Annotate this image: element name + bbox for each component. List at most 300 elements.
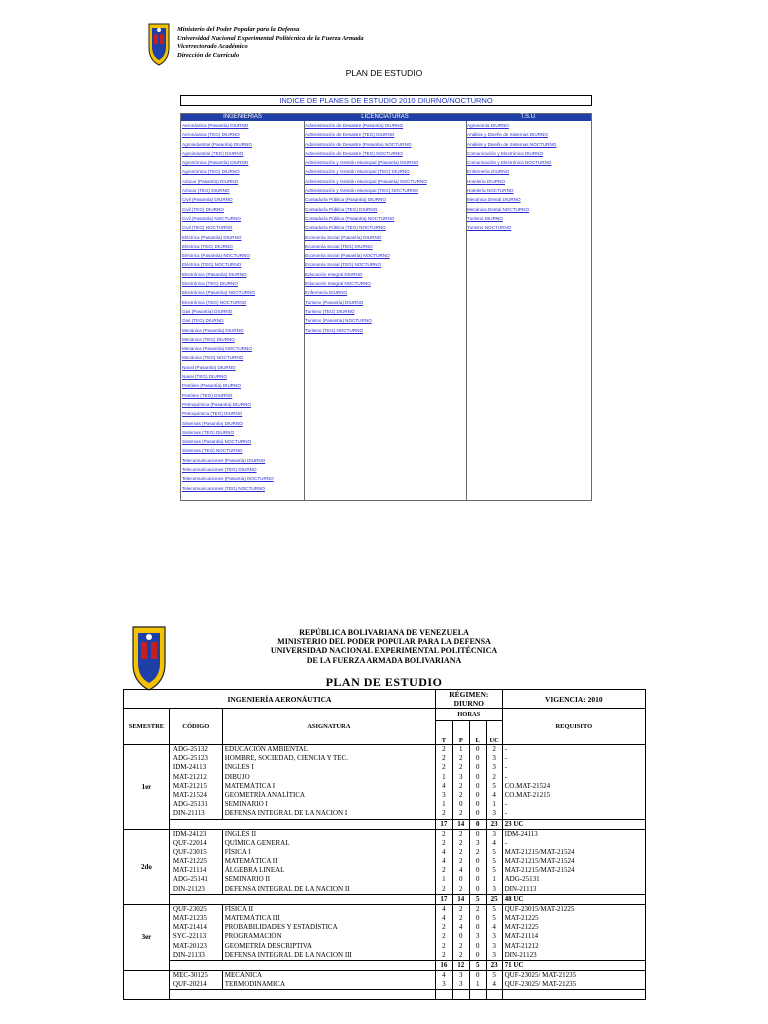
ingenierias-header: INGENIERIAS bbox=[181, 114, 304, 121]
plan-link[interactable]: Petroquímica (Pasantía) DIURNO bbox=[182, 401, 251, 407]
plan-link[interactable]: Mecánica (Pasantía) DIURNO bbox=[182, 327, 244, 333]
uc-cell: 3 bbox=[492, 829, 496, 838]
plan-link-row bbox=[181, 316, 304, 325]
p-cell: 2 bbox=[459, 763, 463, 772]
plan-link[interactable]: Economía Social (TEG) DIURNO bbox=[305, 243, 373, 249]
t-cell: 4 bbox=[442, 914, 446, 922]
uc-cell: 5 bbox=[492, 904, 496, 913]
plan-link-row bbox=[181, 130, 304, 139]
uc-cell: 4 bbox=[492, 838, 496, 847]
semestre-header: SEMESTRE bbox=[124, 709, 170, 745]
t-cell: 1 bbox=[442, 772, 446, 781]
t-cell: 4 bbox=[442, 857, 446, 866]
uc-cell: 3 bbox=[492, 809, 496, 818]
plan-link[interactable]: Administración de Desastre (Pasantía) DIURNO bbox=[305, 123, 404, 128]
plan-link[interactable]: Sistemas (TEG) NOCTURNO bbox=[182, 448, 243, 454]
plan-link-row bbox=[181, 307, 304, 316]
total-uc: 25 bbox=[486, 894, 502, 904]
total-l: 0 bbox=[469, 819, 486, 829]
plan-link[interactable]: Gas (TEG) DIURNO bbox=[182, 318, 224, 324]
tsu-header: T.S.U. bbox=[466, 114, 591, 121]
plan-link[interactable]: Mecánica (TEG) NOCTURNO bbox=[182, 355, 244, 361]
codigo-header: CÓDIGO bbox=[169, 709, 222, 745]
plan-link[interactable]: Telecomunicaciones (TEG) DIURNO bbox=[182, 466, 257, 472]
plan-link-row bbox=[304, 177, 466, 186]
plan-link-row bbox=[181, 353, 304, 362]
plan-link-row bbox=[304, 167, 466, 176]
plan-link-row bbox=[181, 326, 304, 335]
p-cell: 3 bbox=[459, 772, 463, 781]
plan-link[interactable]: Administración de Desastre (TEG) DIURNO bbox=[305, 132, 395, 138]
plan-link[interactable]: Administración y Gestión Municipal (Pasantía) NOCTURNO bbox=[305, 178, 427, 184]
subject-cell: GEOMETRÍA ANALÍTICA bbox=[224, 790, 306, 799]
subject-cell-list bbox=[222, 829, 435, 894]
uc-cell: 3 bbox=[492, 941, 496, 950]
plan-link[interactable]: Análisis y Diseño de Sistemas NOCTURNO bbox=[467, 141, 557, 147]
requirement-cell: DIN-21113 bbox=[504, 884, 537, 893]
university-crest-logo bbox=[146, 22, 172, 66]
l-cell-list bbox=[469, 970, 486, 989]
plan-link[interactable]: Mecánica Dental DIURNO bbox=[467, 197, 521, 203]
p-cell-list bbox=[452, 904, 469, 960]
plan-link-row bbox=[181, 121, 304, 130]
l-cell: 0 bbox=[475, 763, 480, 772]
horas-header: HORAS bbox=[435, 709, 502, 721]
plan-link[interactable]: Contaduría Pública (TEG) NOCTURNO bbox=[305, 225, 386, 231]
plan-link-row bbox=[466, 158, 591, 167]
requirement-cell-list bbox=[502, 745, 645, 820]
t-cell-list bbox=[435, 829, 452, 894]
plan-link-row bbox=[304, 186, 466, 195]
t-cell: 2 bbox=[442, 829, 446, 838]
plan-link[interactable]: Sistemas (TEG) DIURNO bbox=[182, 429, 235, 435]
plan-link[interactable]: Administración de Desastre (Pasantía) NOCTURNO bbox=[305, 141, 412, 147]
requirement-cell: - bbox=[504, 772, 507, 781]
requirement-cell: QUF-23025/ MAT-21235 bbox=[504, 980, 577, 989]
semester-block bbox=[124, 745, 646, 820]
subject-cell: EDUCACIÓN AMBIENTAL bbox=[224, 745, 308, 753]
plan-link[interactable]: Enfermería DIURNO bbox=[467, 169, 510, 175]
plan-link-row bbox=[304, 307, 466, 316]
semester-name bbox=[124, 970, 170, 999]
plan-link-row bbox=[181, 214, 304, 223]
plan-link[interactable]: Análisis y Diseño de Sistemas DIURNO bbox=[467, 132, 548, 138]
tsu-column bbox=[466, 114, 591, 500]
subject-cell: DIBUJO bbox=[224, 772, 250, 781]
p-cell: 2 bbox=[459, 829, 463, 838]
total-uc: 23 bbox=[486, 960, 502, 970]
plan-link-row bbox=[181, 298, 304, 307]
plan-link-row bbox=[181, 251, 304, 260]
plan-link[interactable]: Telecomunicaciones (TEG) NOCTURNO bbox=[182, 485, 265, 491]
code-cell: MAT-21414 bbox=[172, 923, 207, 932]
republic-header-text bbox=[0, 628, 768, 665]
t-cell: 2 bbox=[442, 884, 446, 893]
p-cell: 2 bbox=[459, 914, 463, 922]
header-line: REPÚBLICA BOLIVARIANA DE VENEZUELA bbox=[299, 628, 469, 637]
plan-link[interactable]: Enfermería DIURNO bbox=[305, 290, 348, 296]
total-t: 17 bbox=[435, 819, 452, 829]
plan-link-row bbox=[181, 186, 304, 195]
l-cell: 0 bbox=[475, 829, 480, 838]
l-cell: 0 bbox=[475, 941, 480, 950]
vigencia-label: VIGENCIA: 2010 bbox=[502, 690, 645, 709]
code-cell: DIN-21113 bbox=[172, 809, 205, 818]
plan-link[interactable]: Electrónica (TEG) NOCTURNO bbox=[182, 299, 247, 305]
total-l: 5 bbox=[469, 894, 486, 904]
l-cell: 0 bbox=[475, 800, 480, 809]
l-cell: 0 bbox=[475, 914, 480, 922]
plan-link-row bbox=[466, 177, 591, 186]
plan-link[interactable]: Mecánica (TEG) DIURNO bbox=[182, 336, 235, 342]
total-p: 14 bbox=[452, 894, 469, 904]
plan-link-row bbox=[466, 167, 591, 176]
t-cell: 3 bbox=[442, 790, 446, 799]
total-l: 5 bbox=[469, 960, 486, 970]
p-cell: 2 bbox=[459, 884, 463, 893]
code-cell: IDM-24113 bbox=[172, 763, 207, 772]
subject-cell-list bbox=[222, 970, 435, 989]
plan-link-row bbox=[181, 456, 304, 465]
asignatura-header: ASIGNATURA bbox=[222, 709, 435, 745]
plan-link-row bbox=[466, 223, 591, 232]
plan-link[interactable]: Gas (Pasantía) DIURNO bbox=[182, 308, 233, 314]
l-cell: 3 bbox=[475, 838, 480, 847]
header-line: Dirección de Currículo bbox=[177, 51, 240, 59]
plan-link[interactable]: Contaduría Pública (Pasantía) NOCTURNO bbox=[305, 215, 395, 221]
subject-cell: PROBABILIDADES Y ESTADÍSTICA bbox=[224, 923, 338, 932]
code-cell: MAT-21114 bbox=[172, 866, 207, 875]
plan-link[interactable]: Turismo (TEG) NOCTURNO bbox=[305, 327, 364, 333]
plan-link[interactable]: Economía Social (TEG) NOCTURNO bbox=[305, 262, 382, 268]
header-line: Vicerrectorado Académico bbox=[177, 43, 248, 51]
code-cell: MEC-30125 bbox=[172, 970, 208, 979]
requirement-cell: MAT-21114 bbox=[504, 932, 539, 941]
p-cell: 2 bbox=[459, 941, 463, 950]
ministry-header-text bbox=[177, 26, 364, 60]
uc-cell: 2 bbox=[492, 745, 496, 753]
t-cell: 4 bbox=[442, 847, 446, 856]
total-t: 17 bbox=[435, 894, 452, 904]
total-spacer bbox=[169, 894, 435, 904]
requirement-cell: CO.MAT-21524 bbox=[504, 781, 551, 790]
uc-cell: 4 bbox=[492, 790, 496, 799]
plan-link[interactable]: Aeronáutica (Pasantía) DIURNO bbox=[182, 123, 249, 128]
subject-cell: PROGRAMACIÓN bbox=[224, 932, 282, 941]
plan-link[interactable]: Telecomunicaciones (Pasantía) NOCTURNO bbox=[182, 476, 274, 482]
plan-link[interactable]: Administración y Gestión Municipal (TEG) NOCTURNO bbox=[305, 188, 419, 194]
plan-link[interactable]: Agroindustrial (Pasantía) DIURNO bbox=[182, 141, 252, 147]
plan-link[interactable]: Civil (TEG) DIURNO bbox=[182, 206, 224, 212]
plan-link[interactable]: Economía Social (Pasantía) NOCTURNO bbox=[305, 253, 390, 259]
code-cell: ADG-25131 bbox=[172, 800, 208, 809]
p-cell: 2 bbox=[459, 857, 463, 866]
plan-link[interactable]: Comunicación y Electrónica DIURNO bbox=[467, 150, 544, 156]
requirement-cell: MAT-21225 bbox=[504, 914, 539, 922]
plan-link[interactable]: Eléctrica (TEG) NOCTURNO bbox=[182, 262, 242, 268]
code-cell: ADG-25141 bbox=[172, 875, 208, 884]
semester-block bbox=[124, 904, 646, 960]
semester-name: 2do bbox=[124, 829, 170, 904]
code-cell: SYC-22113 bbox=[172, 932, 207, 941]
p-cell: 2 bbox=[459, 754, 463, 763]
plan-link-row bbox=[304, 223, 466, 232]
plan-link-row bbox=[304, 316, 466, 325]
plan-link-row bbox=[304, 121, 466, 130]
requirement-cell: IDM-24113 bbox=[504, 829, 538, 838]
t-cell: 4 bbox=[442, 781, 446, 790]
code-cell: ADG-25123 bbox=[172, 754, 208, 763]
plan-link-row bbox=[181, 363, 304, 372]
p-header: P bbox=[452, 721, 469, 745]
subject-cell-list bbox=[222, 745, 435, 820]
plan-link-row bbox=[304, 233, 466, 242]
t-cell-list bbox=[435, 970, 452, 989]
uc-cell: 3 bbox=[492, 950, 496, 959]
t-header: T bbox=[435, 721, 452, 745]
plan-link[interactable]: Administración y Gestión Municipal (Pasantía) DIURNO bbox=[305, 160, 419, 166]
plan-link[interactable]: Electrónica (Pasantía) DIURNO bbox=[182, 271, 247, 277]
l-cell: 2 bbox=[475, 847, 480, 856]
p-cell: 0 bbox=[459, 800, 463, 809]
requirement-cell: - bbox=[504, 754, 507, 763]
licenciaturas-header: LICENCIATURAS bbox=[304, 114, 466, 121]
requirement-cell: MAT-21215/MAT-21524 bbox=[504, 857, 575, 866]
career-name: INGENIERÍA AERONÁUTICA bbox=[124, 690, 436, 709]
plan-link-row bbox=[181, 381, 304, 390]
plan-link-row bbox=[181, 270, 304, 279]
t-cell-list bbox=[435, 904, 452, 960]
plan-link-row bbox=[466, 130, 591, 139]
total-spacer bbox=[169, 819, 435, 829]
plan-link-row bbox=[304, 242, 466, 251]
l-cell: 0 bbox=[475, 884, 480, 893]
header-line: Ministerio del Poder Popular para la Defensa bbox=[177, 26, 300, 33]
p-cell-list bbox=[452, 829, 469, 894]
plan-link[interactable]: Turismo DIURNO bbox=[467, 215, 503, 221]
l-cell: 0 bbox=[475, 790, 480, 799]
plan-link-row bbox=[304, 205, 466, 214]
plan-link[interactable]: Educación Integral DIURNO bbox=[305, 271, 363, 277]
uc-cell: 5 bbox=[492, 857, 496, 866]
plan-link[interactable]: Comunicación y Electrónica NOCTURNO bbox=[467, 160, 552, 166]
plan-link-row bbox=[181, 344, 304, 353]
plan-link[interactable]: Civil (TEG) NOCTURNO bbox=[182, 225, 233, 231]
plan-link-row bbox=[181, 409, 304, 418]
plan-link[interactable]: Economía Social (Pasantía) DIURNO bbox=[305, 234, 382, 240]
requirement-cell-list bbox=[502, 904, 645, 960]
plan-link[interactable]: Sistemas (Pasantía) DIURNO bbox=[182, 420, 243, 426]
plan-link[interactable]: Petroquímica (TEG) DIURNO bbox=[182, 411, 243, 417]
uc-cell-list bbox=[486, 904, 502, 960]
p-cell: 0 bbox=[459, 932, 463, 941]
plan-link-row bbox=[181, 223, 304, 232]
l-header: L bbox=[469, 721, 486, 745]
total-accumulated-uc: 48 UC bbox=[502, 894, 645, 904]
plan-link[interactable]: Civil (Pasantía) DIURNO bbox=[182, 197, 233, 203]
subject-cell: FÍSICA II bbox=[224, 904, 253, 913]
plan-link[interactable]: Petróleo (TEG) DIURNO bbox=[182, 392, 233, 398]
plan-link[interactable]: Turismo NOCTURNO bbox=[467, 225, 512, 231]
t-cell-list bbox=[435, 745, 452, 820]
plan-link-row bbox=[181, 437, 304, 446]
plan-link[interactable]: Hotelería NOCTURNO bbox=[467, 188, 514, 194]
p-cell: 2 bbox=[459, 809, 463, 818]
total-p bbox=[452, 990, 469, 1000]
subject-cell: FÍSICA I bbox=[224, 847, 251, 856]
semester-total-row bbox=[124, 990, 646, 1000]
plan-link[interactable]: Eléctrica (Pasantía) DIURNO bbox=[182, 234, 242, 240]
plan-link-row bbox=[181, 167, 304, 176]
uc-cell: 1 bbox=[492, 800, 496, 809]
uc-cell: 3 bbox=[492, 754, 496, 763]
subject-cell: MECANICA bbox=[224, 970, 263, 979]
l-cell: 0 bbox=[475, 754, 480, 763]
plan-link[interactable]: Sistemas (Pasantía) NOCTURNO bbox=[182, 439, 252, 445]
subject-cell: MATEMÁTICA III bbox=[224, 914, 280, 922]
l-cell-list bbox=[469, 904, 486, 960]
semester-total-row bbox=[124, 894, 646, 904]
code-cell: ADG-25132 bbox=[172, 745, 208, 753]
plan-link-row bbox=[181, 419, 304, 428]
plan-link[interactable]: Turismo (Pasantía) NOCTURNO bbox=[305, 318, 372, 324]
code-cell-list bbox=[169, 970, 222, 989]
p-cell: 2 bbox=[459, 950, 463, 959]
plan-link[interactable]: Mecánica (Pasantía) NOCTURNO bbox=[182, 346, 252, 352]
plan-link-row bbox=[304, 251, 466, 260]
total-l bbox=[469, 990, 486, 1000]
total-uc: 23 bbox=[486, 819, 502, 829]
uc-cell: 5 bbox=[492, 781, 496, 790]
plan-link[interactable]: Contaduría Pública (Pasantía) DIURNO bbox=[305, 197, 386, 203]
total-uc bbox=[486, 990, 502, 1000]
plan-link-row bbox=[304, 130, 466, 139]
header-line: MINISTERIO DEL PODER POPULAR PARA LA DEFENSA bbox=[277, 637, 491, 647]
plan-link-row bbox=[466, 214, 591, 223]
p-cell: 2 bbox=[459, 790, 463, 799]
header-line: UNIVERSIDAD NACIONAL EXPERIMENTAL POLITÉCNICA bbox=[270, 646, 498, 656]
t-cell: 2 bbox=[442, 838, 446, 847]
plan-link[interactable]: Telecomunicaciones (Pasantía) DIURNO bbox=[182, 457, 266, 463]
requirement-cell: CO.MAT-21215 bbox=[504, 790, 551, 799]
plan-link-row bbox=[304, 326, 466, 335]
code-cell: MAT-20123 bbox=[172, 941, 207, 950]
subject-cell: GEOMETRÍA DESCRIPTIVA bbox=[224, 941, 312, 950]
total-spacer bbox=[169, 990, 435, 1000]
requirement-cell: - bbox=[504, 745, 507, 753]
plan-link[interactable]: Azúcar (TEG) DIURNO bbox=[182, 188, 230, 194]
plan-link[interactable]: Agronómica (TEG) DIURNO bbox=[182, 169, 240, 175]
plan-link-row bbox=[304, 140, 466, 149]
code-cell: MAT-21235 bbox=[172, 914, 207, 922]
plan-link[interactable]: Agroindustrial (TEG) DIURNO bbox=[182, 150, 244, 156]
plan-link[interactable]: Turismo (Pasantía) DIURNO bbox=[305, 299, 364, 305]
subject-cell: MATEMÁTICA II bbox=[224, 857, 278, 866]
p-cell: 2 bbox=[459, 847, 463, 856]
plan-link-row bbox=[181, 242, 304, 251]
plan-link[interactable]: Agronomía DIURNO bbox=[467, 123, 509, 128]
l-cell: 2 bbox=[475, 904, 480, 913]
header-line: Universidad Nacional Experimental Politécnica de la Fuerza Armada bbox=[177, 34, 364, 42]
plan-link-row bbox=[181, 288, 304, 297]
plan-link-row bbox=[181, 195, 304, 204]
plan-link-row bbox=[466, 195, 591, 204]
p-cell: 4 bbox=[459, 866, 463, 875]
plan-link[interactable]: Contaduría Pública (TEG) DIURNO bbox=[305, 206, 378, 212]
code-cell: MAT-21212 bbox=[172, 772, 207, 781]
requirement-cell: - bbox=[504, 838, 507, 847]
l-cell-list bbox=[469, 745, 486, 820]
plan-link[interactable]: Turismo (TEG) DIURNO bbox=[305, 308, 355, 314]
plan-link-row bbox=[304, 260, 466, 269]
l-cell: 0 bbox=[475, 923, 480, 932]
semester-total-row bbox=[124, 960, 646, 970]
plan-link-row bbox=[181, 446, 304, 455]
semester-name: 3er bbox=[124, 904, 170, 970]
plan-link[interactable]: Educación Integral NOCTURNO bbox=[305, 281, 371, 287]
p-cell-list bbox=[452, 970, 469, 989]
plan-link-row bbox=[466, 140, 591, 149]
uc-cell: 1 bbox=[492, 875, 496, 884]
uc-cell-list bbox=[486, 970, 502, 989]
l-cell: 1 bbox=[475, 980, 480, 989]
t-cell: 2 bbox=[442, 950, 446, 959]
plan-link[interactable]: Electrónica (Pasantía) NOCTURNO bbox=[182, 290, 256, 296]
plan-link[interactable]: Civil (Pasantía) NOCTURNO bbox=[182, 215, 241, 221]
plan-link[interactable]: Petróleo (Pasantía) DIURNO bbox=[182, 383, 241, 389]
plan-link-row bbox=[466, 186, 591, 195]
plan-link-row bbox=[181, 260, 304, 269]
code-cell: MAT-21215 bbox=[172, 781, 207, 790]
semester-block bbox=[124, 970, 646, 989]
plan-link[interactable]: Naval (Pasantía) DIURNO bbox=[182, 364, 236, 370]
p-cell: 3 bbox=[459, 980, 463, 989]
plan-link[interactable]: Electrónica (TEG) DIURNO bbox=[182, 281, 238, 287]
uc-cell: 5 bbox=[492, 866, 496, 875]
code-cell: QUF-20214 bbox=[172, 980, 207, 989]
code-cell: QUF-23025 bbox=[172, 904, 207, 913]
l-cell: 0 bbox=[475, 866, 480, 875]
subject-cell: DEFENSA INTEGRAL DE LA NACION III bbox=[224, 950, 352, 959]
plan-link[interactable]: Naval (TEG) DIURNO bbox=[182, 374, 227, 380]
l-cell: 0 bbox=[475, 809, 480, 818]
l-cell: 0 bbox=[475, 772, 480, 781]
t-cell: 2 bbox=[442, 763, 446, 772]
uc-cell-list bbox=[486, 745, 502, 820]
plan-link[interactable]: Hotelería DIURNO bbox=[467, 178, 506, 184]
subject-cell: DEFENSA INTEGRAL DE LA NACION II bbox=[224, 884, 350, 893]
plan-link[interactable]: Aeronáutica (TEG) DIURNO bbox=[182, 132, 240, 138]
uc-cell: 4 bbox=[492, 923, 496, 932]
plan-link[interactable]: Eléctrica (TEG) DIURNO bbox=[182, 243, 233, 249]
l-cell: 0 bbox=[475, 950, 480, 959]
plan-link[interactable]: Administración de Desastre (TEG) NOCTURNO bbox=[305, 150, 403, 156]
code-cell-list bbox=[169, 904, 222, 960]
semester-block bbox=[124, 829, 646, 894]
plan-link-row bbox=[181, 465, 304, 474]
plan-link[interactable]: Azúcar (Pasantía) DIURNO bbox=[182, 178, 239, 184]
uc-cell: 5 bbox=[492, 847, 496, 856]
licenciaturas-column bbox=[304, 114, 467, 500]
plan-link[interactable]: Agronómica (Pasantía) DIURNO bbox=[182, 160, 249, 166]
requirement-cell: - bbox=[504, 800, 507, 809]
code-cell: QUF-22014 bbox=[172, 838, 207, 847]
t-cell: 1 bbox=[442, 800, 446, 809]
total-accumulated-uc bbox=[502, 990, 645, 1000]
plan-link[interactable]: Eléctrica (Pasantía) NOCTURNO bbox=[182, 253, 250, 259]
plan-link[interactable]: Mecánica Dental NOCTURNO bbox=[467, 206, 530, 212]
plan-link[interactable]: Administración y Gestión Municipal (TEG) DIURNO bbox=[305, 169, 410, 175]
